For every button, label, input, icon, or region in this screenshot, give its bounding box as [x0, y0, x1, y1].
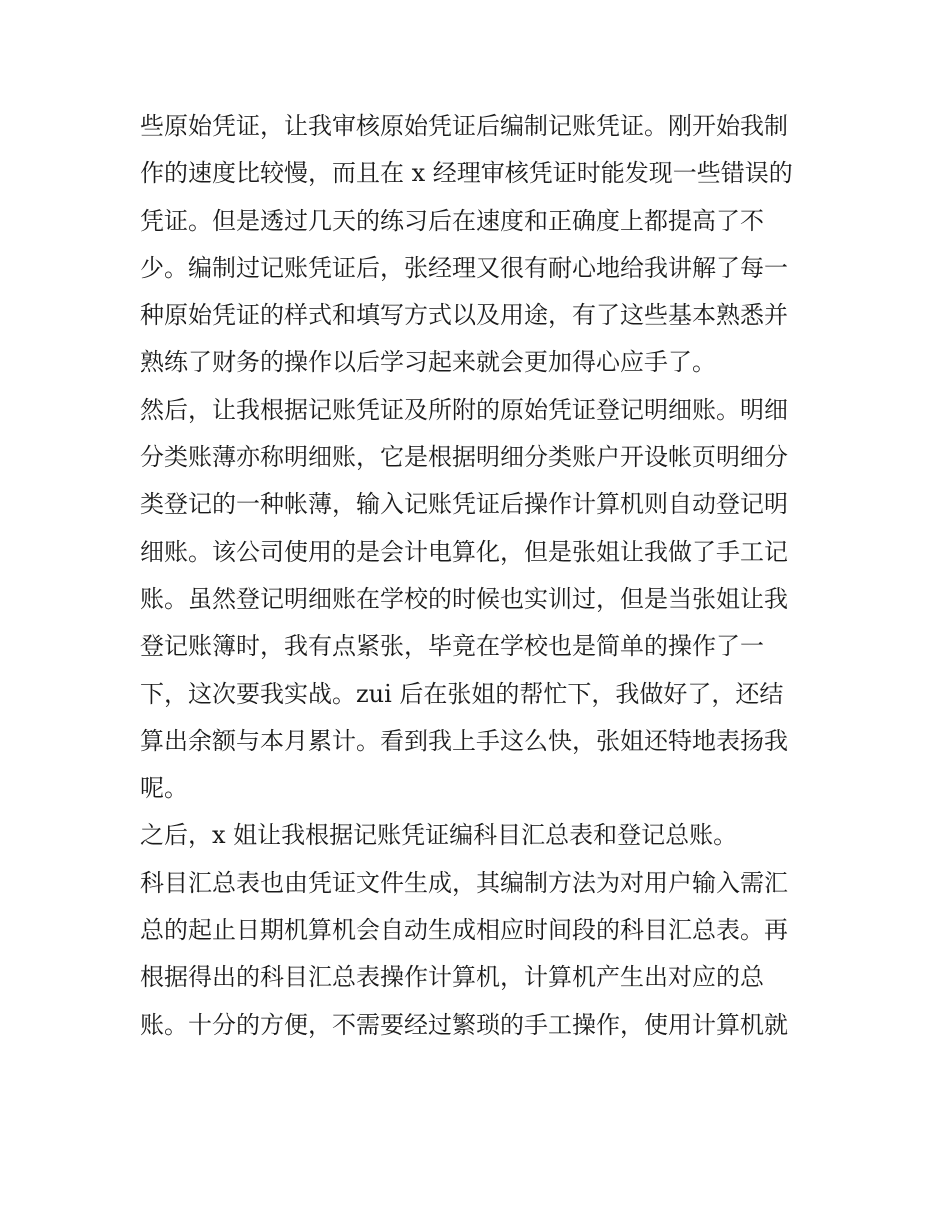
text-line: 账。虽然登记明细账在学校的时候也实训过，但是当张姐让我: [140, 584, 788, 613]
text-line: 细账。该公司使用的是会计电算化，但是张姐让我做了手工记: [140, 537, 788, 566]
text-line: 凭证。但是透过几天的练习后在速度和正确度上都提高了不: [140, 206, 764, 235]
text-line: 总的起止日期机算机会自动生成相应时间段的科目汇总表。再: [140, 916, 788, 945]
text-line: 种原始凭证的样式和填写方式以及用途，有了这些基本熟悉并: [140, 301, 788, 330]
text-line: 算出余额与本月累计。看到我上手这么快，张姐还特地表扬我: [140, 726, 788, 755]
text-line: 熟练了财务的操作以后学习起来就会更加得心应手了。: [140, 348, 716, 377]
text-line: 然后，让我根据记账凭证及所附的原始凭证登记明细账。明细: [140, 395, 788, 424]
text-line: 些原始凭证，让我审核原始凭证后编制记账凭证。刚开始我制: [140, 112, 788, 140]
text-line: 作的速度比较慢，而且在 x 经理审核凭证时能发现一些错误的: [140, 159, 793, 188]
body-text: [140, 103, 820, 1049]
text-line: 根据得出的科目汇总表操作计算机，计算机产生出对应的总: [140, 963, 764, 992]
text-line: 类登记的一种帐薄，输入记账凭证后操作计算机则自动登记明: [140, 490, 788, 519]
text-line: 呢。: [140, 774, 188, 803]
text-line: 账。十分的方便，不需要经过繁琐的手工操作，使用计算机就: [140, 1010, 788, 1039]
text-line: 科目汇总表也由凭证文件生成，其编制方法为对用户输入需汇: [140, 868, 788, 897]
text-line: 下，这次要我实战。zui 后在张姐的帮忙下，我做好了，还结: [140, 679, 784, 708]
text-line: 分类账薄亦称明细账，它是根据明细分类账户开设帐页明细分: [140, 443, 788, 472]
text-line: 少。编制过记账凭证后，张经理又很有耐心地给我讲解了每一: [140, 253, 788, 282]
text-line: 之后，x 姐让我根据记账凭证编科目汇总表和登记总账。: [140, 821, 738, 850]
text-line: 登记账簿时，我有点紧张，毕竟在学校也是简单的操作了一: [140, 632, 764, 661]
